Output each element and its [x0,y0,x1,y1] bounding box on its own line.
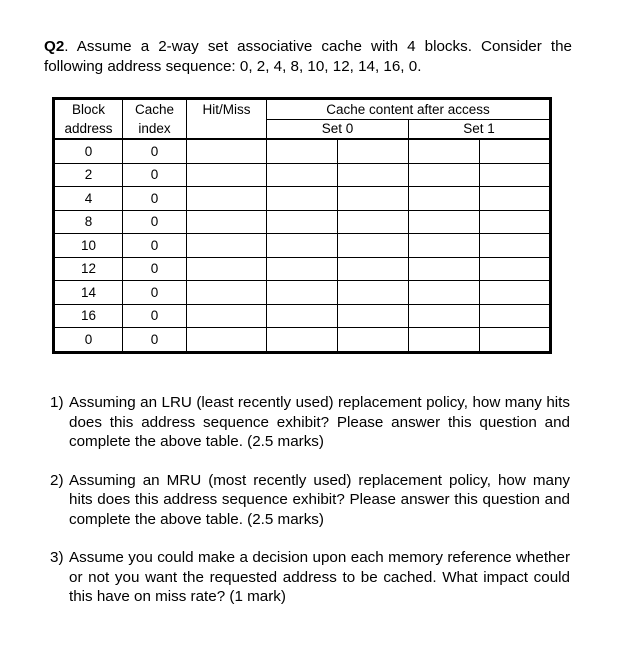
row-set0-block1-cell[interactable] [338,210,409,234]
row-index: 0 [123,139,187,163]
header-set-1: Set 1 [409,119,551,139]
header-set-0: Set 0 [267,119,409,139]
row-address: 0 [54,139,123,163]
row-hit-miss-cell[interactable] [187,210,267,234]
table-row [54,281,551,305]
header-block-address [54,99,123,140]
header-cache-content: Cache content after access [267,99,551,120]
row-set0-block0-cell[interactable] [267,234,338,258]
sub-question-number: 2) [50,471,64,489]
sub-question-text: Assuming an LRU (least recently used) replacement policy, how many hits does this address sequence exhibit? Please answer this question and complete the above table. (2.5 marks) [69,394,570,450]
row-set0-block1-cell[interactable] [338,257,409,281]
row-set1-block0-cell[interactable] [409,234,480,258]
row-set0-block0-cell[interactable] [267,304,338,328]
sub-question [50,471,570,530]
row-set1-block1-cell[interactable] [480,328,551,353]
row-address: 12 [54,257,123,281]
row-set1-block1-cell[interactable] [480,187,551,211]
question-text [44,37,572,77]
table-row [54,328,551,353]
table-row [54,139,551,163]
row-set0-block0-cell[interactable] [267,281,338,305]
row-hit-miss-cell[interactable] [187,234,267,258]
sub-question [50,548,570,607]
row-set1-block0-cell[interactable] [409,187,480,211]
row-address: 2 [54,163,123,187]
sub-question [50,393,570,452]
sub-question-number: 3) [50,549,64,566]
row-set0-block0-cell[interactable] [267,163,338,187]
row-hit-miss-cell[interactable] [187,328,267,353]
row-set1-block1-cell[interactable] [480,304,551,328]
row-set0-block1-cell[interactable] [338,163,409,187]
row-set1-block1-cell[interactable] [480,257,551,281]
row-set0-block0-cell[interactable] [267,210,338,234]
sub-questions-list [50,393,570,626]
row-set0-block1-cell[interactable] [338,328,409,353]
table-row [54,187,551,211]
question-label: Q2 [44,38,65,55]
header-hit-miss: Hit/Miss [187,99,267,140]
row-index: 0 [123,163,187,187]
question-body: . Assume a 2-way set associative cache with 4 blocks. Consider the following address sequence: 0, 2, 4, 8, 10, 12, 14, 16, 0. [44,38,572,75]
row-set0-block0-cell[interactable] [267,187,338,211]
row-set0-block1-cell[interactable] [338,281,409,305]
row-hit-miss-cell[interactable] [187,281,267,305]
row-index: 0 [123,257,187,281]
row-address: 14 [54,281,123,305]
row-set1-block0-cell[interactable] [409,210,480,234]
row-set1-block1-cell[interactable] [480,210,551,234]
row-index: 0 [123,234,187,258]
header-index-line1: Cache [134,102,175,117]
row-set1-block1-cell[interactable] [480,139,551,163]
row-set0-block0-cell[interactable] [267,139,338,163]
row-set1-block0-cell[interactable] [409,257,480,281]
row-set0-block1-cell[interactable] [338,187,409,211]
row-index: 0 [123,210,187,234]
table-row [54,210,551,234]
row-set1-block0-cell[interactable] [409,139,480,163]
row-address: 4 [54,187,123,211]
table-row [54,304,551,328]
row-hit-miss-cell[interactable] [187,163,267,187]
sub-question-text: Assume you could make a decision upon each memory reference whether or not you want the requested address to be cached. What impact could this have on miss rate? (1 mark) [69,549,570,605]
row-set0-block1-cell[interactable] [338,304,409,328]
header-block-line2: address [64,121,113,136]
table-row [54,257,551,281]
row-set1-block0-cell[interactable] [409,328,480,353]
header-cache-index [123,99,187,140]
row-index: 0 [123,304,187,328]
row-address: 10 [54,234,123,258]
table-row [54,234,551,258]
row-set0-block0-cell[interactable] [267,257,338,281]
row-set0-block1-cell[interactable] [338,139,409,163]
row-address: 8 [54,210,123,234]
row-set1-block0-cell[interactable] [409,281,480,305]
row-hit-miss-cell[interactable] [187,187,267,211]
row-set1-block0-cell[interactable] [409,163,480,187]
sub-question-number: 1) [50,394,64,411]
cache-table [52,97,552,354]
row-index: 0 [123,187,187,211]
row-hit-miss-cell[interactable] [187,304,267,328]
row-hit-miss-cell[interactable] [187,139,267,163]
row-set1-block1-cell[interactable] [480,234,551,258]
row-set1-block1-cell[interactable] [480,281,551,305]
row-set0-block1-cell[interactable] [338,234,409,258]
row-set1-block1-cell[interactable] [480,163,551,187]
row-address: 0 [54,328,123,353]
row-set1-block0-cell[interactable] [409,304,480,328]
row-set0-block0-cell[interactable] [267,328,338,353]
header-block-line1: Block [71,102,105,117]
row-index: 0 [123,328,187,353]
sub-question-text: Assuming an MRU (most recently used) replacement policy, how many hits does this address sequence exhibit? Please answer this question and complete the above table. (2.5 marks) [69,471,570,528]
row-hit-miss-cell[interactable] [187,257,267,281]
table-row [54,163,551,187]
row-address: 16 [54,304,123,328]
row-index: 0 [123,281,187,305]
header-index-line2: index [138,121,171,136]
